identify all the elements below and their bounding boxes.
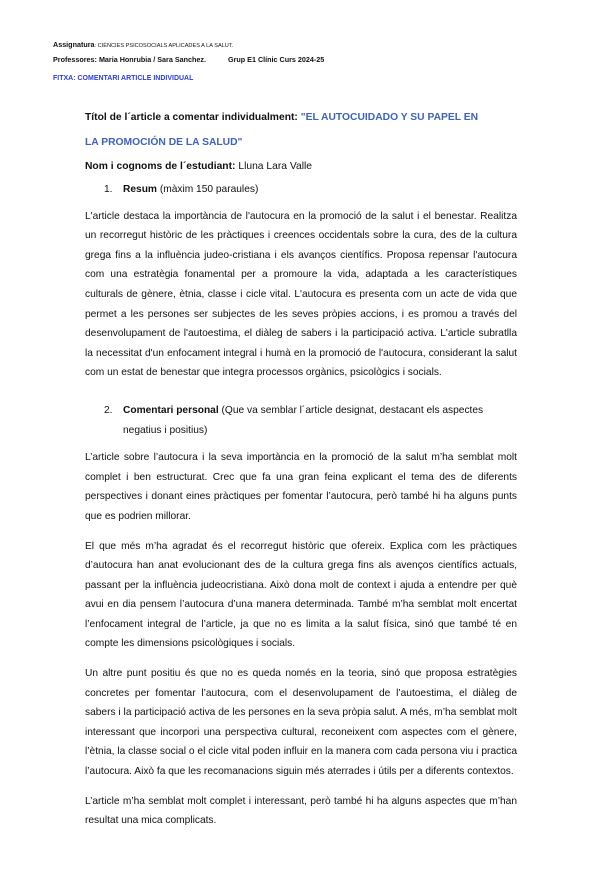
student-label: Nom i cognoms de l´estudiant: [85, 161, 236, 172]
section-title: Resum [123, 184, 157, 195]
section-2-heading [104, 401, 517, 440]
comment-paragraph: Un altre punt positiu és que no es queda només en la teoria, sinó que proposa estratègies concretes per fomentar l’autocura, com el desenvolupament de l’autoestima, el diàleg de sabers i la participació activa de les persones en la seva pròpia salut. A més, m’ha semblat molt interessant que incorpori una perspectiva cultural, reconeixent com aspectes com el gènere, l’ètnia, la classe social o el cicle vital poden influir en la manera com cada persona viu i practica l’autocura. Això fa que les recomanacions siguin més aterrades i útils per a diferents contextos. [85, 668, 517, 778]
document-body [85, 111, 517, 831]
section-number: 1. [104, 184, 113, 195]
student-name: Lluna Lara Valle [238, 161, 313, 172]
form-title: FITXA: COMENTARI ARTICLE INDIVIDUAL [53, 75, 194, 82]
subject-label: Assignatura [53, 40, 95, 49]
comment-paragraph: L’article sobre l’autocura i la seva importància en la promoció de la salut m’ha semblat molt complet i ben estructurat. Crec que fa una gran feina explicant el tema des de diferents perspectives i donant eines pràctiques per fomentar l’autocura, però també hi ha alguns punts que es podrien millorar. [85, 452, 517, 522]
student-line [85, 160, 517, 174]
article-title-label: Títol de l´article a comentar individualment: [85, 112, 298, 123]
subject-line [53, 38, 517, 53]
section-title: Comentari personal [123, 404, 219, 416]
section-1-heading [104, 180, 517, 200]
summary-paragraph: L'article destaca la importància de l'autocura en la promoció de la salut i el benestar. Realitza un recorregut històric de les pràctiques i creences occidentals sobre la cura, des de la cultura grega fins a la influència judeo-cristiana i els avanços científics. Proposa repensar l'autocura com una estratègia fonamental per a promoure la vida, adaptada a les característiques culturals de gènere, ètnia, classe i cicle vital. L'autocura es presenta com un acte de vida que permet a les persones ser subjectes de les seves pròpies accions, i es promou a través del desenvolupament de l'autoestima, el diàleg de sabers i la participació activa. L'article subratlla la necessitat d'un enfocament integral i humà en la promoció de l'autocura, considerant la salut com un estat de benestar que integra processos orgànics, psicològics i socials. [85, 210, 517, 379]
section-note: (Que va semblar l´article designat, destacant els aspectes negatius i positius) [123, 404, 484, 436]
article-title-line [85, 111, 517, 125]
subject-value: : CIÈNCIES PSICOSOCIALS APLICADES A LA SALUT. [94, 43, 234, 49]
comment-paragraph: El que més m’ha agradat és el recorregut històric que ofereix. Explica com les pràctiques d’autocura han anat evolucionant des de la cultura grega fins als avenços científics actuals, passant per la influència judeocristiana. Això dona molt de context i ajuda a entendre per què avui en dia pensem l’autocura d’una manera determinada. També m’ha semblat molt encertat l’enfocament integral de l’article, ja que no es limita a la salut física, sinó que també té en compte les dimensions psicològiques i socials. [85, 540, 517, 650]
comment-paragraph: L’article m’ha semblat molt complet i interessant, però també hi ha alguns aspectes que m’han resultat una mica complicats. [85, 795, 517, 827]
section-number: 2. [104, 404, 113, 416]
article-title: "EL AUTOCUIDADO Y SU PAPEL EN [300, 112, 479, 123]
section-note: (màxim 150 paraules) [159, 184, 259, 195]
group-course: Grup E1 Clínic Curs 2024-25 [228, 55, 325, 64]
professors: Professores: Maria Honrubia / Sara Sanchez. [53, 55, 206, 64]
article-title-continued: LA PROMOCIÓN DE LA SALUD" [85, 137, 243, 148]
professors-line [53, 53, 517, 66]
